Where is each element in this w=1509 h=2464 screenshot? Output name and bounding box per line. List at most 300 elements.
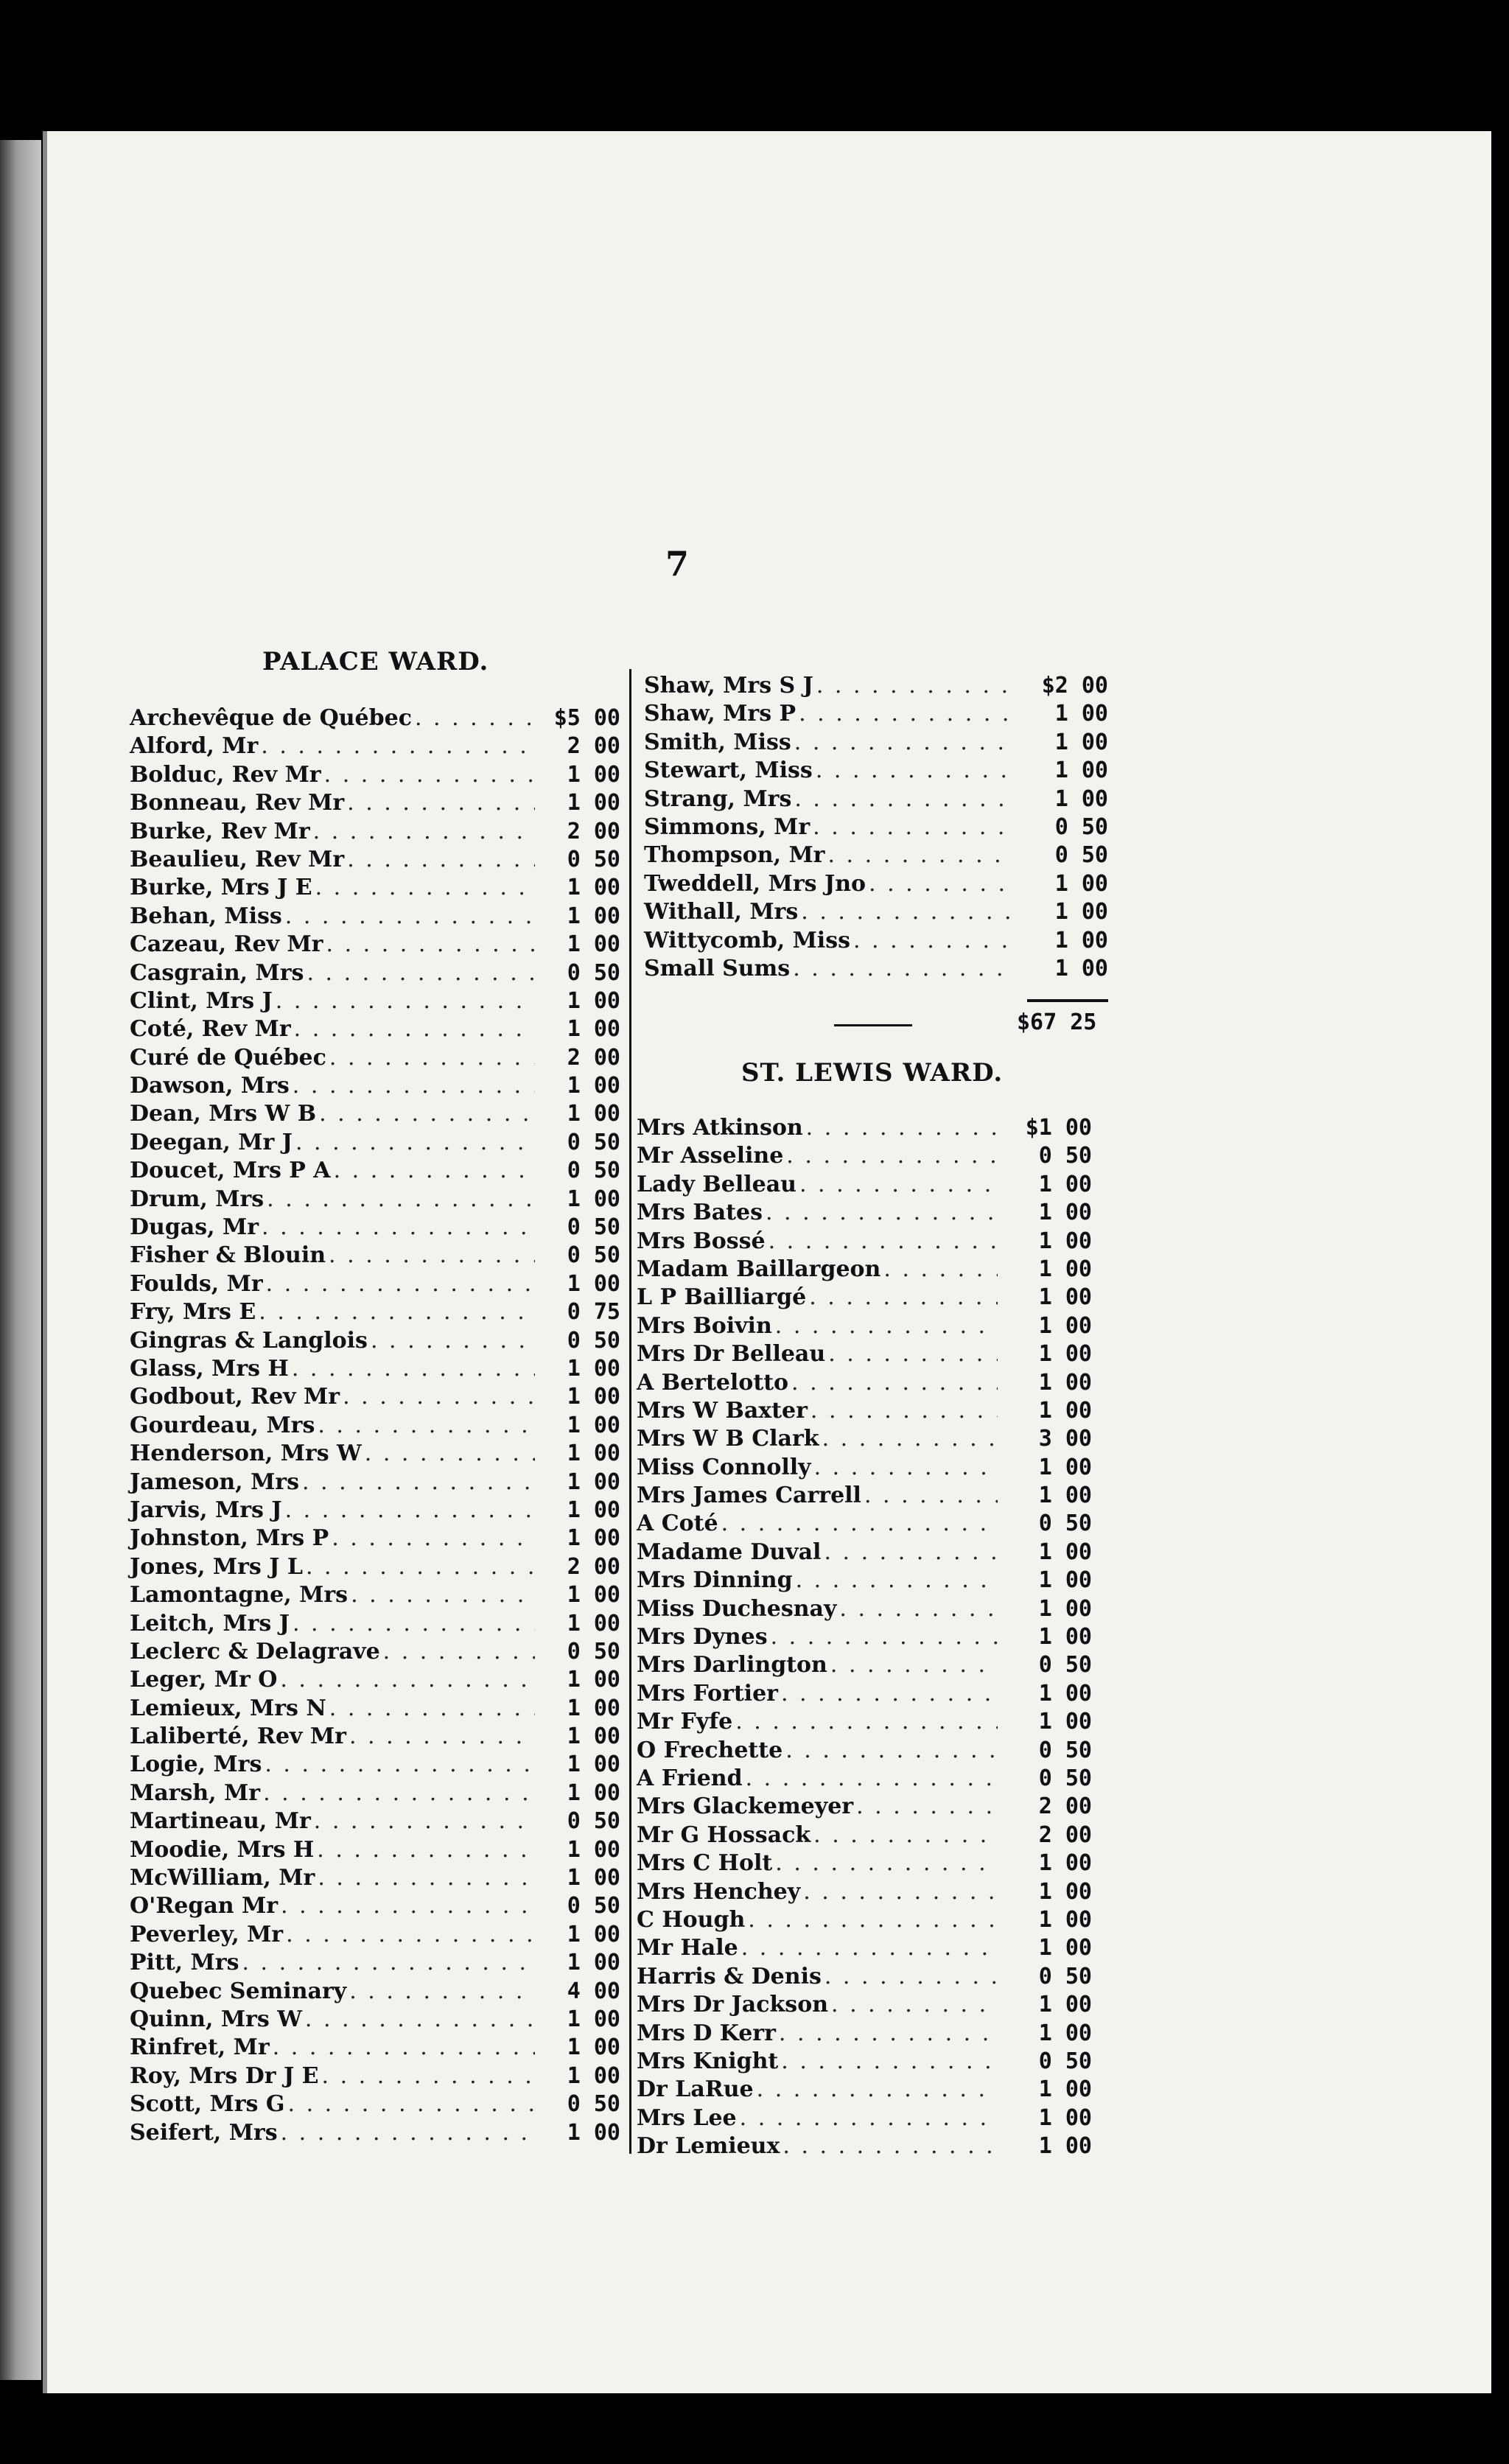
list-item	[637, 1793, 1092, 1821]
donation-amount: 1 00	[1038, 1284, 1092, 1311]
dot-leader	[347, 789, 535, 817]
dot-leader	[324, 761, 535, 789]
dot-leader	[281, 1892, 535, 1920]
donation-amount: 1 00	[1038, 2104, 1092, 2131]
list-item	[130, 1807, 620, 1835]
list-item	[637, 2104, 1092, 2132]
donor-name: Jameson, Mrs	[130, 1469, 299, 1495]
list-item	[637, 2020, 1092, 2048]
donation-amount: 2 00	[1038, 1821, 1092, 1848]
list-item	[644, 955, 1108, 983]
palace-ward-continued-list	[644, 672, 1108, 983]
list-item	[130, 1015, 620, 1043]
donation-amount: 1 00	[567, 1441, 620, 1467]
list-item	[637, 1539, 1092, 1567]
donation-amount: 0 50	[567, 1327, 620, 1354]
donor-name: Mrs Bossé	[637, 1228, 766, 1254]
list-item	[637, 1397, 1092, 1425]
donation-amount: 2 00	[567, 818, 620, 844]
donation-amount: 0 50	[567, 1242, 620, 1269]
donation-amount: 1 00	[1054, 785, 1108, 812]
donation-amount: 1 00	[1038, 2020, 1092, 2046]
dot-leader	[315, 874, 535, 902]
donation-amount: 2 00	[567, 1553, 620, 1580]
dot-leader	[281, 2119, 535, 2147]
list-item	[637, 1284, 1092, 1312]
list-item	[130, 1270, 620, 1298]
donor-name: Dawson, Mrs	[130, 1073, 290, 1099]
donation-amount: 1 00	[567, 2034, 620, 2061]
donor-name: Deegan, Mr J	[130, 1129, 293, 1155]
donor-name: Pitt, Mrs	[130, 1950, 239, 1976]
dot-leader	[322, 2062, 535, 2090]
list-item	[130, 1497, 620, 1525]
donation-amount: 1 00	[1038, 1539, 1092, 1565]
donation-amount: 1 00	[567, 875, 620, 901]
donation-amount: 1 00	[567, 2006, 620, 2032]
dot-leader	[302, 1469, 535, 1497]
dot-leader	[332, 1525, 535, 1553]
list-item	[130, 1044, 620, 1072]
list-item	[644, 870, 1108, 898]
dot-leader	[794, 729, 1014, 757]
dot-leader	[814, 1454, 998, 1482]
list-item	[637, 1680, 1092, 1708]
donation-amount: 1 00	[1038, 1171, 1092, 1197]
dot-leader	[294, 1015, 535, 1043]
donor-name: Jarvis, Mrs J	[130, 1497, 282, 1523]
donation-amount: 0 50	[1038, 1652, 1092, 1679]
donor-name: Glass, Mrs H	[130, 1355, 289, 1382]
donation-amount: 0 50	[1038, 1765, 1092, 1791]
dot-leader	[822, 1425, 998, 1453]
donation-amount: 1 00	[567, 1836, 620, 1863]
list-item	[130, 1949, 620, 1977]
dot-leader	[813, 1821, 998, 1849]
list-item	[637, 1878, 1092, 1906]
donor-name: Mrs Darlington	[637, 1652, 827, 1679]
donor-name: L P Bailliargé	[637, 1284, 807, 1311]
palace-ward-total: $67 25	[1017, 1009, 1097, 1035]
dot-leader	[827, 841, 1014, 869]
donor-name: Leclerc & Delagrave	[130, 1638, 380, 1665]
dot-leader	[824, 1539, 998, 1567]
dot-leader	[329, 1242, 535, 1270]
st-lewis-ward-list	[637, 1114, 1092, 2160]
list-item	[130, 1751, 620, 1779]
donor-name: Mrs Dynes	[637, 1624, 768, 1651]
donor-name: Fry, Mrs E	[130, 1299, 256, 1326]
donor-name: Mrs James Carrell	[637, 1483, 861, 1509]
donation-amount: 2 00	[567, 1044, 620, 1071]
dot-leader	[775, 1849, 998, 1877]
donor-name: Lemieux, Mrs N	[130, 1695, 326, 1721]
donor-name: Laliberté, Rev Mr	[130, 1723, 346, 1750]
dot-leader	[768, 1228, 998, 1256]
donation-amount: 2 00	[1038, 1793, 1092, 1820]
donation-amount: 0 50	[567, 1893, 620, 1919]
list-item	[637, 1651, 1092, 1679]
donor-name: Thompson, Mr	[644, 842, 825, 869]
donation-amount: 1 00	[1038, 1624, 1092, 1651]
dot-leader	[313, 818, 535, 846]
donor-name: Stewart, Miss	[644, 757, 813, 784]
dot-leader	[286, 1921, 535, 1949]
donation-amount: 1 00	[1054, 955, 1108, 981]
donation-amount: 1 00	[567, 931, 620, 958]
donation-amount: 1 00	[1054, 729, 1108, 755]
donor-name: Mrs Boivin	[637, 1312, 772, 1339]
donor-name: Leger, Mr O	[130, 1667, 278, 1693]
list-item	[130, 1978, 620, 2006]
list-item	[637, 1510, 1092, 1538]
donation-amount: 1 00	[1038, 1680, 1092, 1707]
donation-amount: 1 00	[1038, 1483, 1092, 1509]
list-item	[130, 761, 620, 789]
palace-ward-heading: PALACE WARD.	[262, 647, 489, 676]
dot-leader	[794, 785, 1014, 813]
dot-leader	[806, 1114, 998, 1142]
donation-amount: 1 00	[1038, 2076, 1092, 2103]
donor-name: Madam Baillargeon	[637, 1256, 881, 1282]
list-item	[130, 1610, 620, 1638]
donation-amount: 1 00	[567, 2119, 620, 2146]
list-item	[637, 1114, 1092, 1142]
donation-amount: 1 00	[1038, 1200, 1092, 1226]
dot-leader	[318, 1864, 535, 1892]
donor-name: Mrs Lee	[637, 2104, 737, 2131]
st-lewis-ward-heading: ST. LEWIS WARD.	[741, 1058, 1004, 1088]
list-item	[130, 1638, 620, 1666]
donation-amount: 0 50	[567, 1214, 620, 1241]
dot-leader	[351, 1581, 535, 1609]
list-item	[637, 1934, 1092, 1962]
donation-amount: 4 00	[567, 1978, 620, 2004]
dot-leader	[343, 1383, 535, 1411]
dot-leader	[383, 1638, 535, 1666]
list-item	[130, 846, 620, 874]
donor-name: Smith, Miss	[644, 729, 791, 755]
donation-amount: 1 00	[567, 1723, 620, 1750]
section-separator	[834, 1024, 912, 1026]
list-item	[637, 1425, 1092, 1453]
dot-leader	[746, 1765, 998, 1793]
page-number: 7	[665, 544, 689, 584]
dot-leader	[809, 1284, 998, 1312]
donor-name: Miss Connolly	[637, 1454, 811, 1480]
donation-amount: 3 00	[1038, 1426, 1092, 1452]
donation-amount: 0 50	[567, 1158, 620, 1184]
dot-leader	[259, 1298, 535, 1326]
donation-amount: 1 00	[1038, 1878, 1092, 1905]
donor-name: Harris & Denis	[637, 1963, 822, 1989]
donor-name: Mr Asseline	[637, 1143, 784, 1169]
donor-name: Quinn, Mrs W	[130, 2006, 302, 2032]
donation-amount: 1 00	[567, 2062, 620, 2089]
donor-name: Strang, Mrs	[644, 785, 792, 812]
donor-name: Bolduc, Rev Mr	[130, 761, 321, 788]
list-item	[637, 1708, 1092, 1736]
donation-amount: 0 50	[567, 959, 620, 986]
dot-leader	[295, 1129, 535, 1157]
donation-amount: 0 50	[567, 1808, 620, 1835]
list-item	[644, 813, 1108, 841]
donation-amount: 1 00	[1038, 1850, 1092, 1877]
list-item	[644, 757, 1108, 785]
dot-leader	[781, 2048, 998, 2076]
list-item	[130, 1242, 620, 1270]
dot-leader	[799, 700, 1014, 728]
list-item	[637, 1228, 1092, 1256]
donor-name: Clint, Mrs J	[130, 987, 273, 1014]
list-item	[130, 1072, 620, 1100]
donor-name: Burke, Rev Mr	[130, 818, 310, 844]
list-item	[637, 1906, 1092, 1934]
donation-amount: 1 00	[567, 1667, 620, 1693]
list-item	[130, 2062, 620, 2090]
dot-leader	[775, 1312, 998, 1340]
dot-leader	[306, 1553, 535, 1581]
dot-leader	[799, 1171, 998, 1199]
list-item	[637, 1821, 1092, 1849]
donor-name: Mrs W Baxter	[637, 1397, 808, 1424]
dot-leader	[883, 1256, 998, 1284]
list-item	[637, 1199, 1092, 1227]
donor-name: Wittycomb, Miss	[644, 927, 850, 953]
donor-name: Mrs C Holt	[637, 1850, 773, 1877]
donor-name: Coté, Rev Mr	[130, 1016, 291, 1043]
dot-leader	[796, 1567, 998, 1595]
donation-amount: $1 00	[1025, 1115, 1092, 1141]
list-item	[130, 2006, 620, 2034]
dot-leader	[757, 2076, 998, 2104]
list-item	[637, 1765, 1092, 1793]
donor-name: Mrs Dr Belleau	[637, 1341, 826, 1368]
donation-amount: 1 00	[567, 1469, 620, 1495]
donation-amount: 1 00	[1038, 1567, 1092, 1594]
donation-amount: 0 50	[1038, 1511, 1092, 1537]
list-item	[637, 1454, 1092, 1482]
dot-leader	[288, 2090, 535, 2118]
list-item	[130, 1581, 620, 1609]
dot-leader	[779, 2020, 998, 2048]
dot-leader	[293, 1072, 535, 1100]
dot-leader	[831, 1991, 998, 2019]
book-spine-edge	[0, 140, 41, 2380]
dot-leader	[415, 704, 535, 732]
donor-name: Mr Hale	[637, 1935, 738, 1961]
donation-amount: 0 50	[1054, 813, 1108, 840]
donor-name: Foulds, Mr	[130, 1270, 263, 1297]
dot-leader	[735, 1708, 998, 1736]
dot-leader	[824, 1963, 998, 1991]
palace-ward-list	[130, 704, 620, 2147]
donation-amount: 1 00	[1038, 1369, 1092, 1396]
donation-amount: 1 00	[567, 1497, 620, 1523]
donor-name: Dr Lemieux	[637, 2133, 780, 2160]
list-item	[130, 1383, 620, 1411]
list-item	[130, 1298, 620, 1326]
donation-amount: 1 00	[567, 1582, 620, 1609]
donor-name: Withall, Mrs	[644, 899, 799, 925]
list-item	[637, 2076, 1092, 2104]
dot-leader	[334, 1157, 535, 1185]
dot-leader	[869, 870, 1014, 898]
donation-amount: 1 00	[1054, 757, 1108, 784]
donation-amount: 1 00	[1038, 1595, 1092, 1622]
donation-amount: 1 00	[567, 1865, 620, 1891]
dot-leader	[349, 1978, 535, 2006]
donor-name: Shaw, Mrs S J	[644, 673, 813, 699]
document-page	[43, 131, 1491, 2393]
donor-name: Mrs Dr Jackson	[637, 1992, 829, 2018]
donor-name: Jones, Mrs J L	[130, 1553, 303, 1580]
dot-leader	[816, 672, 1014, 700]
donation-amount: 1 00	[567, 1525, 620, 1552]
dot-leader	[265, 1751, 535, 1779]
donor-name: Mr G Hossack	[637, 1821, 811, 1848]
list-item	[644, 785, 1108, 813]
list-item	[644, 841, 1108, 869]
list-item	[130, 732, 620, 760]
donor-name: Dean, Mrs W B	[130, 1101, 317, 1127]
dot-leader	[349, 1723, 535, 1751]
dot-leader	[721, 1510, 998, 1538]
list-item	[130, 704, 620, 732]
donation-amount: 0 50	[1054, 842, 1108, 869]
dot-leader	[285, 1497, 535, 1525]
donation-amount: 1 00	[567, 1186, 620, 1212]
donor-name: Gingras & Langlois	[130, 1327, 368, 1354]
donation-amount: 1 00	[567, 1073, 620, 1099]
list-item	[637, 1171, 1092, 1199]
donor-name: Doucet, Mrs P A	[130, 1158, 331, 1184]
donor-name: Mrs Atkinson	[637, 1115, 803, 1141]
donor-name: Mrs D Kerr	[637, 2020, 776, 2046]
donation-amount: 1 00	[567, 1950, 620, 1976]
dot-leader	[261, 732, 535, 760]
donor-name: Cazeau, Rev Mr	[130, 931, 323, 958]
donor-name: Logie, Mrs	[130, 1751, 262, 1778]
donor-name: C Hough	[637, 1906, 746, 1933]
donation-amount: 1 00	[1038, 1935, 1092, 1961]
donor-name: Henderson, Mrs W	[130, 1441, 362, 1467]
donation-amount: 1 00	[1038, 1709, 1092, 1735]
list-item	[637, 1256, 1092, 1284]
donor-name: Scott, Mrs G	[130, 2091, 285, 2118]
donation-amount: 1 00	[567, 761, 620, 788]
donor-name: Dugas, Mr	[130, 1214, 259, 1241]
dot-leader	[317, 1836, 535, 1864]
dot-leader	[292, 1355, 535, 1383]
dot-leader	[803, 1878, 998, 1906]
dot-leader	[276, 987, 535, 1015]
donor-name: Behan, Miss	[130, 903, 282, 929]
donation-amount: 0 50	[567, 1638, 620, 1665]
donor-name: Mrs Fortier	[637, 1680, 778, 1707]
list-item	[130, 1921, 620, 1949]
dot-leader	[853, 927, 1014, 955]
donation-amount: 1 00	[1038, 1341, 1092, 1368]
list-item	[130, 2119, 620, 2147]
list-item	[130, 1553, 620, 1581]
donation-amount: 0 75	[567, 1299, 620, 1326]
donor-name: Johnston, Mrs P	[130, 1525, 329, 1552]
donation-amount: 2 00	[567, 733, 620, 760]
donation-amount: 1 00	[567, 903, 620, 929]
list-item	[130, 1892, 620, 1920]
list-item	[644, 700, 1108, 728]
dot-leader	[741, 1934, 998, 1962]
donation-amount: 1 00	[567, 1695, 620, 1721]
donor-name: Leitch, Mrs J	[130, 1610, 290, 1637]
donation-amount: 1 00	[1054, 927, 1108, 953]
dot-leader	[329, 1695, 535, 1723]
list-item	[130, 987, 620, 1015]
donor-name: Tweddell, Mrs Jno	[644, 870, 866, 897]
dot-leader	[782, 2132, 998, 2160]
donation-amount: 0 50	[567, 1129, 620, 1155]
dot-leader	[263, 1779, 535, 1807]
dot-leader	[740, 2104, 998, 2132]
dot-leader	[318, 1412, 535, 1440]
donor-name: A Bertelotto	[637, 1369, 789, 1396]
dot-leader	[748, 1906, 998, 1934]
dot-leader	[280, 1666, 535, 1694]
donor-name: Archevêque de Québec	[130, 705, 412, 731]
donation-amount: 1 00	[567, 987, 620, 1014]
list-item	[130, 1779, 620, 1807]
donor-name: Burke, Mrs J E	[130, 875, 312, 901]
dot-leader	[285, 903, 535, 931]
donation-amount: 1 00	[1038, 1397, 1092, 1424]
list-item	[637, 2132, 1092, 2160]
list-item	[637, 1142, 1092, 1170]
dot-leader	[830, 1651, 998, 1679]
donation-amount: 0 50	[567, 846, 620, 872]
donor-name: Madame Duval	[637, 1539, 822, 1565]
donation-amount: 1 00	[567, 1751, 620, 1778]
donation-amount: 0 50	[567, 2091, 620, 2118]
list-item	[130, 1129, 620, 1157]
donor-name: Peverley, Mr	[130, 1921, 284, 1947]
donor-name: Simmons, Mr	[644, 813, 810, 840]
donation-amount: 0 50	[1038, 1963, 1092, 1989]
donation-amount: 1 00	[1038, 1454, 1092, 1480]
list-item	[644, 729, 1108, 757]
donor-name: Dr LaRue	[637, 2076, 754, 2103]
dot-leader	[766, 1199, 998, 1227]
donor-name: A Friend	[637, 1765, 743, 1791]
donor-name: Mrs Glackemeyer	[637, 1793, 854, 1820]
dot-leader	[771, 1623, 998, 1651]
list-item	[130, 959, 620, 987]
donor-name: Mrs W B Clark	[637, 1426, 819, 1452]
donation-amount: 1 00	[567, 1384, 620, 1410]
dot-leader	[242, 1949, 535, 1977]
donor-name: Casgrain, Mrs	[130, 959, 304, 986]
list-item	[637, 1849, 1092, 1877]
donor-name: McWilliam, Mr	[130, 1865, 315, 1891]
list-item	[130, 903, 620, 931]
donor-name: Alford, Mr	[130, 733, 259, 760]
donor-name: Lamontagne, Mrs	[130, 1582, 349, 1609]
list-item	[130, 1157, 620, 1185]
donation-amount: 1 00	[567, 1779, 620, 1806]
list-item	[130, 1214, 620, 1242]
dot-leader	[326, 931, 536, 959]
dot-leader	[319, 1100, 535, 1128]
